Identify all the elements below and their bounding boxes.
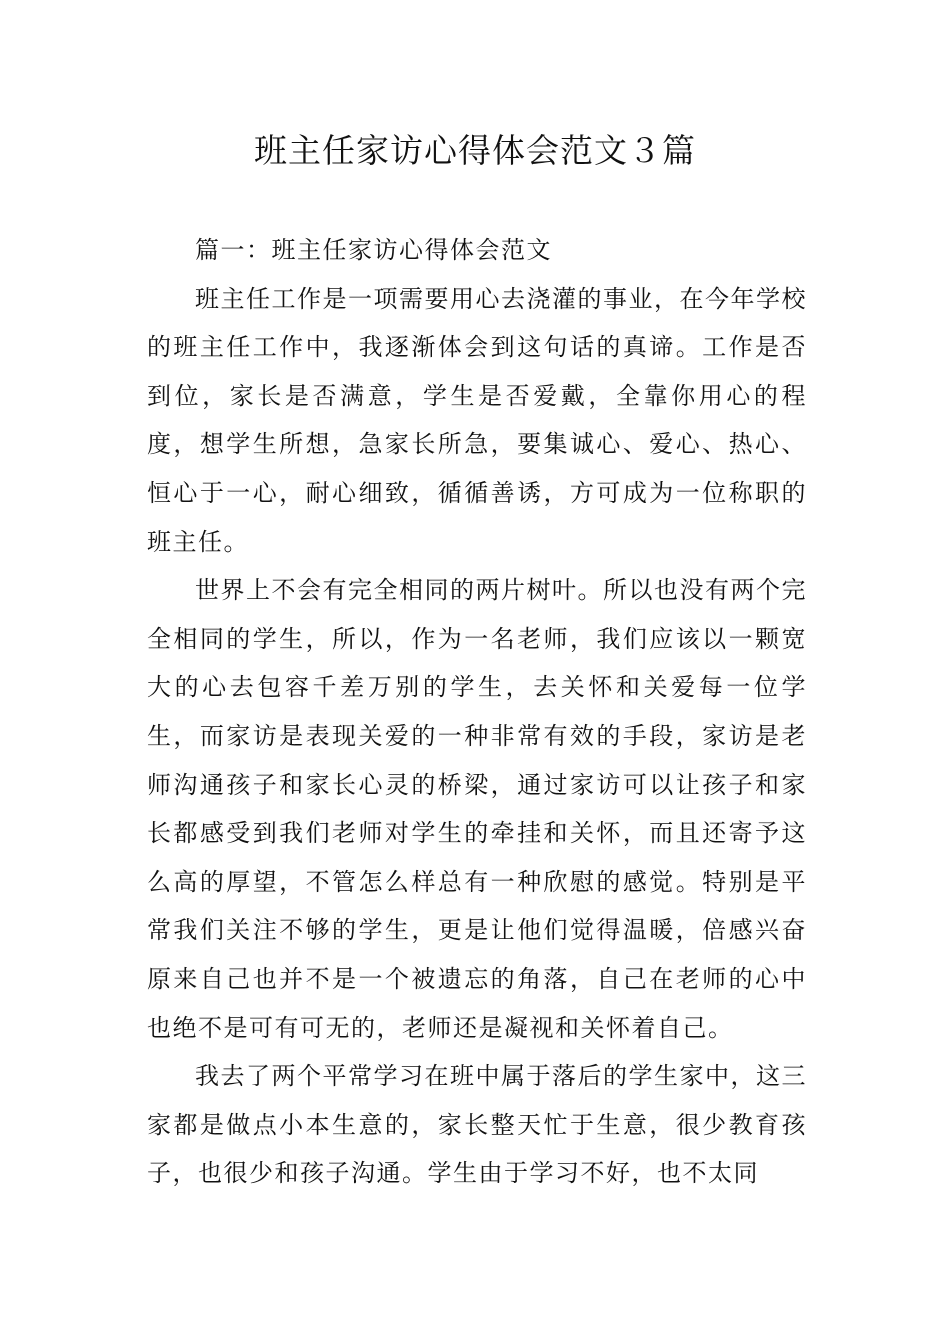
paragraph-2: 世界上不会有完全相同的两片树叶。所以也没有两个完全相同的学生，所以，作为一名老师，我们应该以一颗宽大的心去包容千差万别的学生，去关怀和关爱每一位学生，而家访是表现关爱的一种非常有效的手段，家访是老师沟通孩子和家长心灵的桥梁，通过家访可以让孩子和家长都感受到我们老师对学生的牵挂和关怀，而且还寄予这么高的厚望，不管怎么样总有一种欣慰的感觉。特别是平常我们关注不够的学生，更是让他们觉得温暖，倍感兴奋原来自己也并不是一个被遗忘的角落，自己在老师的心中也绝不是可有可无的，老师还是凝视和关怀着自己。 bbox=[147, 576, 807, 1042]
document-title: 班主任家访心得体会范文３篇 bbox=[254, 131, 696, 170]
paragraph-3: 我去了两个平常学习在班中属于落后的学生家中，这三家都是做点小本生意的，家长整天忙于生意，很少教育孩子，也很少和孩子沟通。学生由于学习不好，也不太同 bbox=[147, 1062, 807, 1188]
document-body bbox=[147, 226, 807, 1198]
section-heading: 篇一：班主任家访心得体会范文 bbox=[195, 236, 552, 264]
paragraph-1: 班主任工作是一项需要用心去浇灌的事业，在今年学校的班主任工作中，我逐渐体会到这句话的真谛。工作是否到位，家长是否满意，学生是否爱戴，全靠你用心的程度，想学生所想，急家长所急，要集诚心、爱心、热心、恒心于一心，耐心细致，循循善诱，方可成为一位称职的班主任。 bbox=[147, 284, 807, 556]
